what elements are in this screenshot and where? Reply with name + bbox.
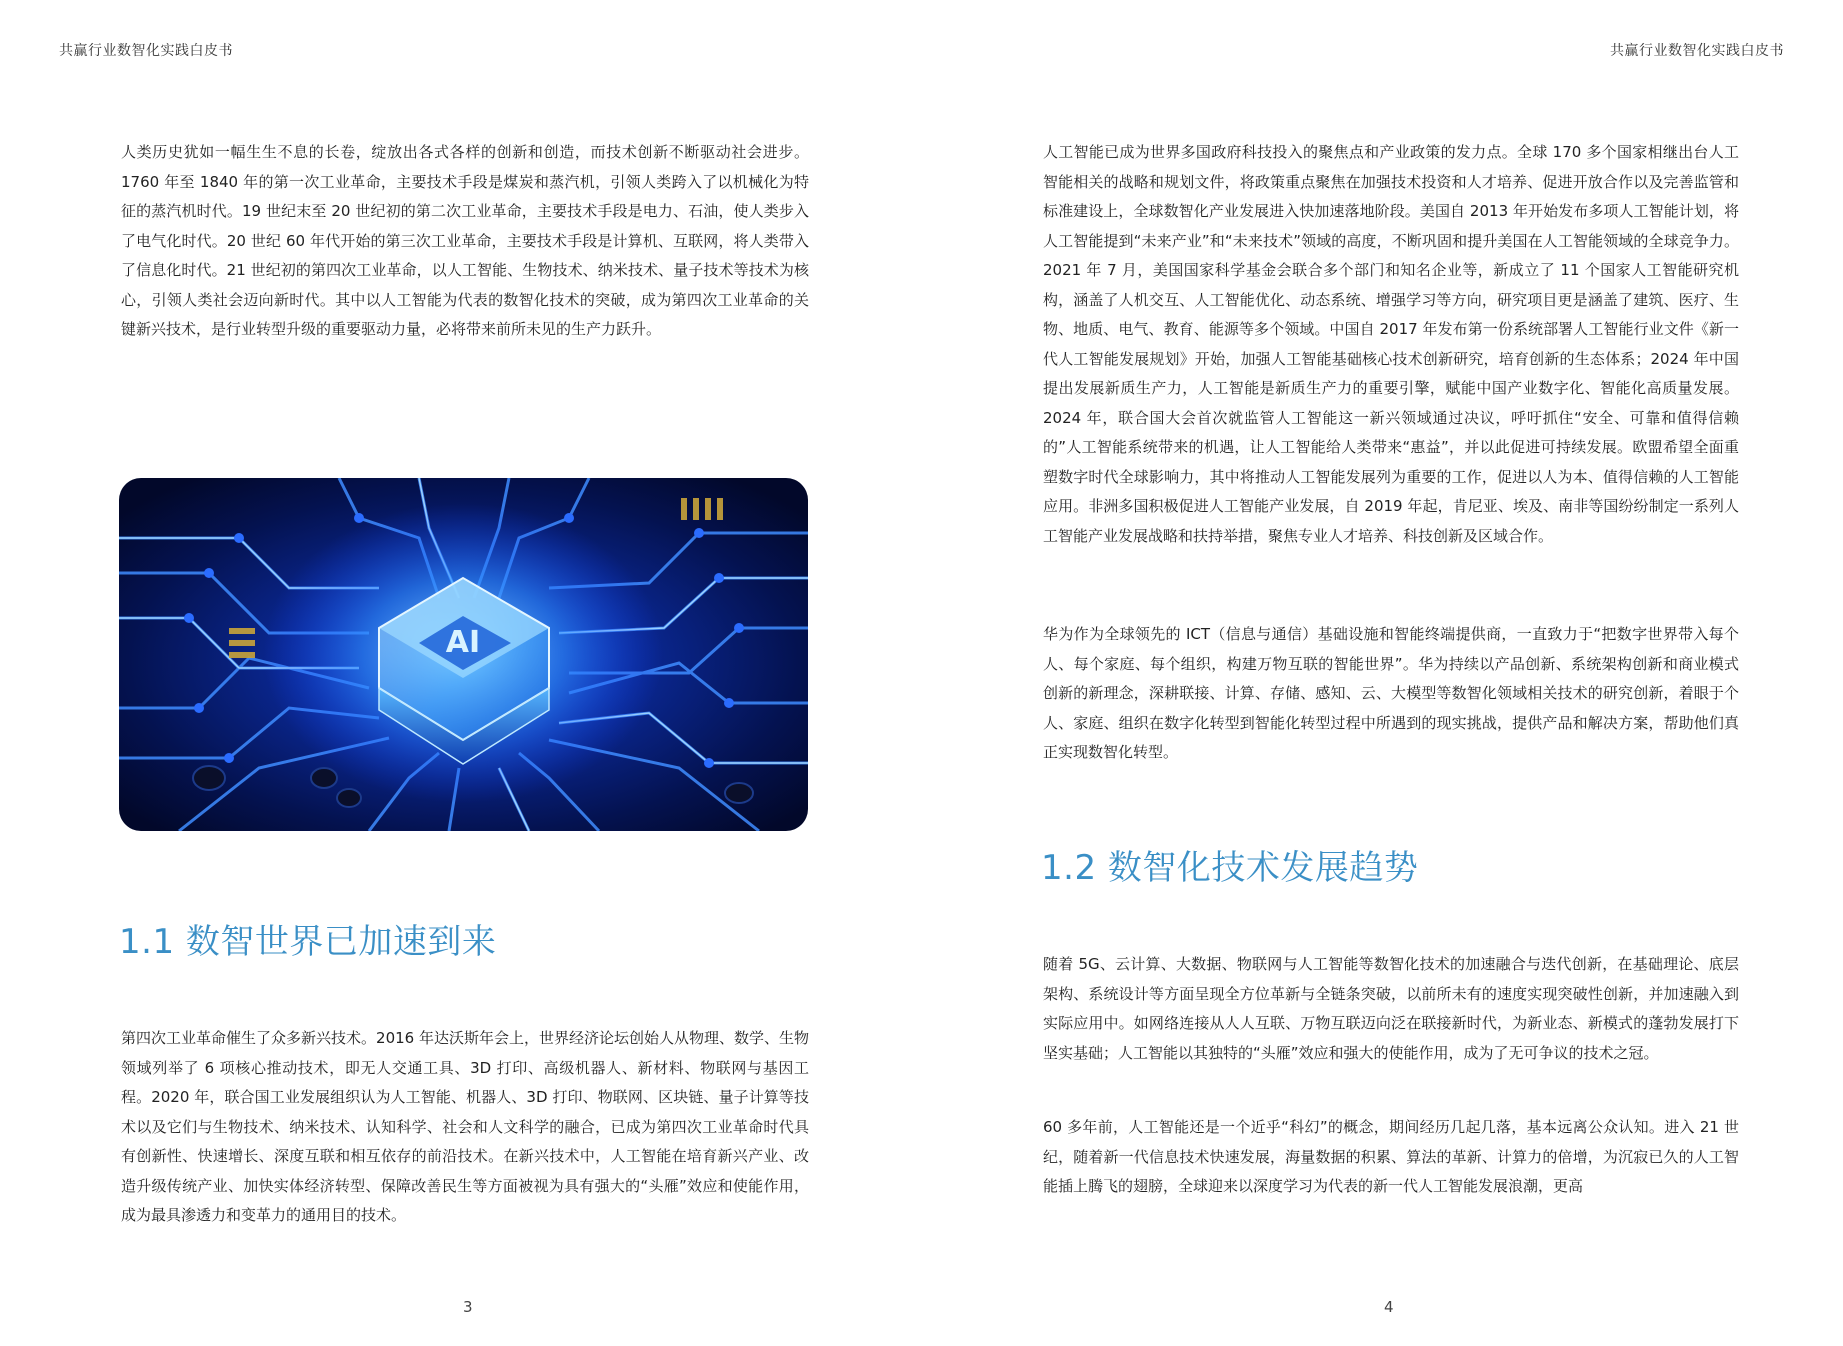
left-page [0, 0, 921, 1346]
running-head-left: 共赢行业数智化实践白皮书 [59, 43, 233, 59]
chip-label: AI [445, 625, 481, 660]
page-number-left: 3 [463, 1298, 473, 1316]
section-paragraph-1-1: 第四次工业革命催生了众多新兴技术。2016 年达沃斯年会上，世界经济论坛创始人从物理、数学、生物领域列举了 6 项核心推动技术，即无人交通工具、3D 打印、高级机器人、新材料、物联网与基因工程。2020 年，联合国工业发展组织认为人工智能、机器人、3D 打印、物联网、区块链、量子计算等技术以及它们与生物技术、纳米技术、认知科学、社会和人文科学的融合，已成为第四次工业革命时代具有创新性、快速增长、深度互联和相互依存的前沿技术。在新兴技术中，人工智能在培育新兴产业、改造升级传统产业、加快实体经济转型、保障改善民生等方面被视为具有强大的“头雁”效应和使能作用，成为最具渗透力和变革力的通用目的技术。 [121, 1029, 809, 1224]
right-paragraph-3: 随着 5G、云计算、大数据、物联网与人工智能等数智化技术的加速融合与迭代创新，在基础理论、底层架构、系统设计等方面呈现全方位革新与全链条突破，以前所未有的速度实现突破性创新，并加速融入到实际应用中。如网络连接从人人互联、万物互联迈向泛在联接新时代，为新业态、新模式的蓬勃发展打下坚实基础；人工智能以其独特的“头雁”效应和强大的使能作用，成为了无可争议的技术之冠。 [1043, 955, 1739, 1062]
section-heading-1-1: 1.1 数智世界已加速到来 [119, 922, 497, 962]
right-paragraph-1: 人工智能已成为世界多国政府科技投入的聚焦点和产业政策的发力点。全球 170 多个国家相继出台人工智能相关的战略和规划文件，将政策重点聚焦在加强技术投资和人才培养、促进开放合作以及完善监管和标准建设上，全球数智化产业发展进入快加速落地阶段。美国自 2013 年开始发布多项人工智能计划，将人工智能提到“未来产业”和“未来技术”领域的高度，不断巩固和提升美国在人工智能领域的全球竞争力。2021 年 7 月，美国国家科学基金会联合多个部门和知名企业等，新成立了 11 个国家人工智能研究机构，涵盖了人机交互、人工智能优化、动态系统、增强学习等方向，研究项目更是涵盖了建筑、医疗、生物、地质、电气、教育、能源等多个领域。中国自 2017 年发布第一份系统部署人工智能行业文件《新一代人工智能发展规划》开始，加强人工智能基础核心技术创新研究，培育创新的生态体系；2024 年中国提出发展新质生产力，人工智能是新质生产力的重要引擎，赋能中国产业数字化、智能化高质量发展。2024 年，联合国大会首次就监管人工智能这一新兴领域通过决议，呼吁抓住“安全、可靠和值得信赖的”人工智能系统带来的机遇，让人工智能给人类带来“惠益”，并以此促进可持续发展。欧盟希望全面重塑数字时代全球影响力，其中将推动人工智能发展列为重要的工作，促进以人为本、值得信赖的人工智能应用。非洲多国积极促进人工智能产业发展，自 2019 年起，肯尼亚、埃及、南非等国纷纷制定一系列人工智能产业发展战略和扶持举措，聚焦专业人才培养、科技创新及区域合作。 [1043, 143, 1739, 545]
right-paragraph-2: 华为作为全球领先的 ICT（信息与通信）基础设施和智能终端提供商，一直致力于“把数字世界带入每个人、每个家庭、每个组织，构建万物互联的智能世界”。华为持续以产品创新、系统架构创新和商业模式创新的新理念，深耕联接、计算、存储、感知、云、大模型等数智化领域相关技术的研究创新，着眼于个人、家庭、组织在数字化转型到智能化转型过程中所遇到的现实挑战，提供产品和解决方案，帮助他们真正实现数智化转型。 [1043, 625, 1739, 761]
running-head-right: 共赢行业数智化实践白皮书 [1610, 43, 1784, 59]
right-paragraph-4: 60 多年前，人工智能还是一个近乎“科幻”的概念，期间经历几起几落，基本远离公众认知。进入 21 世纪，随着新一代信息技术快速发展，海量数据的积累、算法的革新、计算力的倍增，为沉寂已久的人工智能插上腾飞的翅膀，全球迎来以深度学习为代表的新一代人工智能发展浪潮，更高 [1043, 1118, 1739, 1195]
intro-paragraph: 人类历史犹如一幅生生不息的长卷，绽放出各式各样的创新和创造，而技术创新不断驱动社会进步。1760 年至 1840 年的第一次工业革命，主要技术手段是煤炭和蒸汽机，引领人类跨入了以机械化为特征的蒸汽机时代。19 世纪末至 20 世纪初的第二次工业革命，主要技术手段是电力、石油，使人类步入了电气化时代。20 世纪 60 年代开始的第三次工业革命，主要技术手段是计算机、互联网，将人类带入了信息化时代。21 世纪初的第四次工业革命，以人工智能、生物技术、纳米技术、量子技术等技术为核心，引领人类社会迈向新时代。其中以人工智能为代表的数智化技术的突破，成为第四次工业革命的关键新兴技术，是行业转型升级的重要驱动力量，必将带来前所未见的生产力跃升。 [121, 143, 809, 338]
section-heading-1-2: 1.2 数智化技术发展趋势 [1041, 848, 1419, 888]
page-number-right: 4 [1384, 1298, 1394, 1316]
ai-chip-illustration [119, 478, 808, 831]
right-page [921, 0, 1843, 1346]
